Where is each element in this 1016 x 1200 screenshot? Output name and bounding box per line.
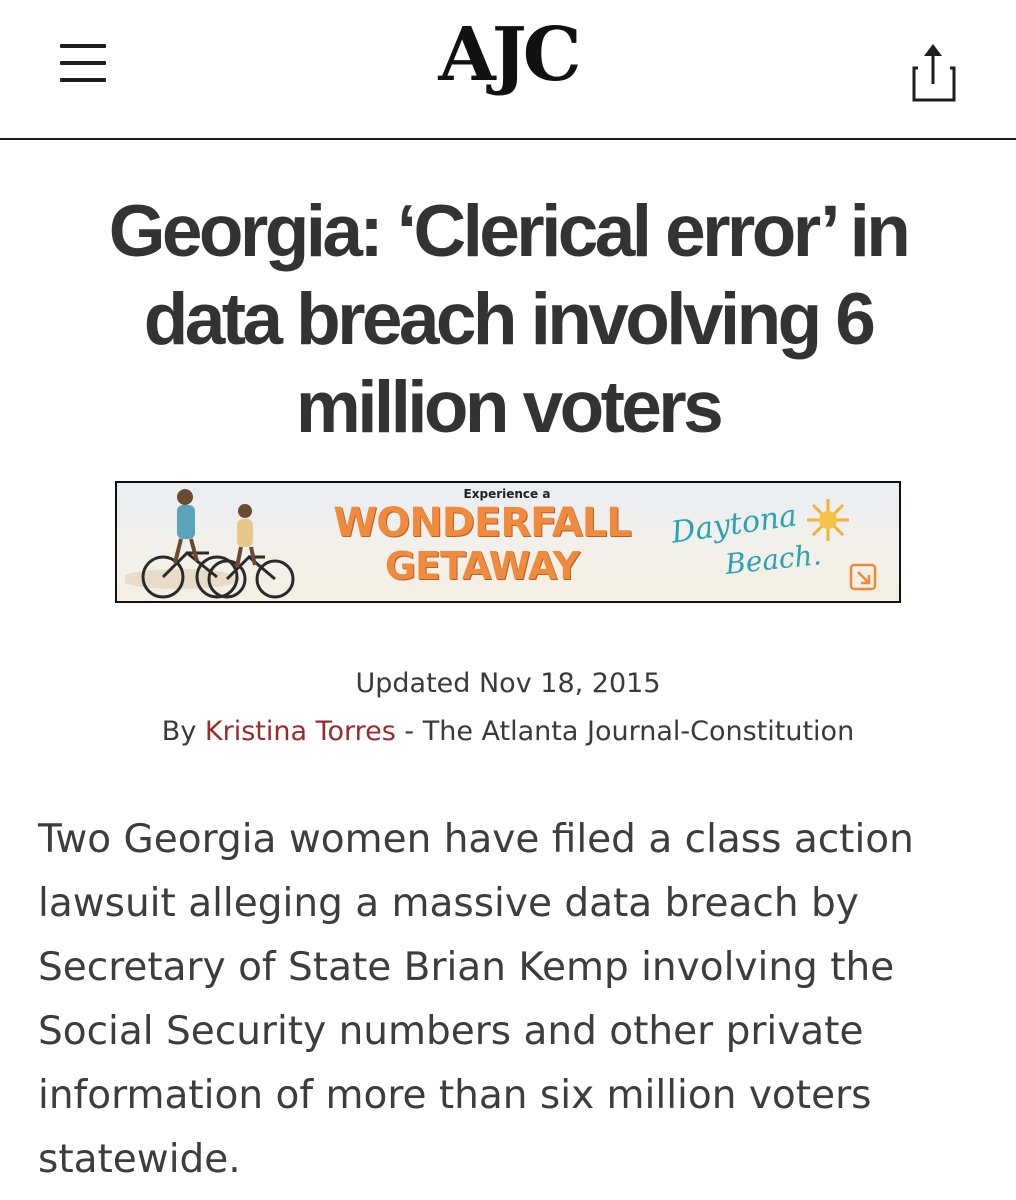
author-link[interactable]: Kristina Torres [204, 716, 396, 747]
ajc-logo[interactable]: AJC [438, 12, 578, 98]
banner-ad[interactable] [115, 481, 901, 603]
daytona-beach-logo [665, 497, 845, 587]
byline [0, 715, 1016, 749]
updated-date: Updated Nov 18, 2015 [355, 668, 661, 699]
byline-publication: - The Atlanta Journal-Constitution [395, 716, 855, 747]
ad-title-line1: WONDERFALL [333, 500, 631, 546]
sun-icon [805, 497, 851, 543]
bicycles-illustration [125, 483, 295, 601]
share-icon[interactable] [906, 38, 958, 104]
byline-prefix: By [161, 716, 205, 747]
ad-brand-line1: Daytona [669, 498, 800, 551]
top-bar [0, 0, 1016, 140]
ad-pre-title: Experience a [463, 487, 551, 501]
article-headline: Georgia: ‘Clerical error’ in data breach involving 6 million voters [108, 191, 908, 448]
ad-title-line2: GETAWAY [384, 544, 580, 588]
ad-brand-line2: Beach. [723, 538, 823, 581]
ad-choices-icon[interactable] [849, 563, 877, 591]
article-body: Two Georgia women have filed a class action lawsuit alleging a massive data breach by Secretary of State Brian Kemp involving the Social Security numbers and other private information of more than six million voters statewide. [38, 817, 914, 1182]
